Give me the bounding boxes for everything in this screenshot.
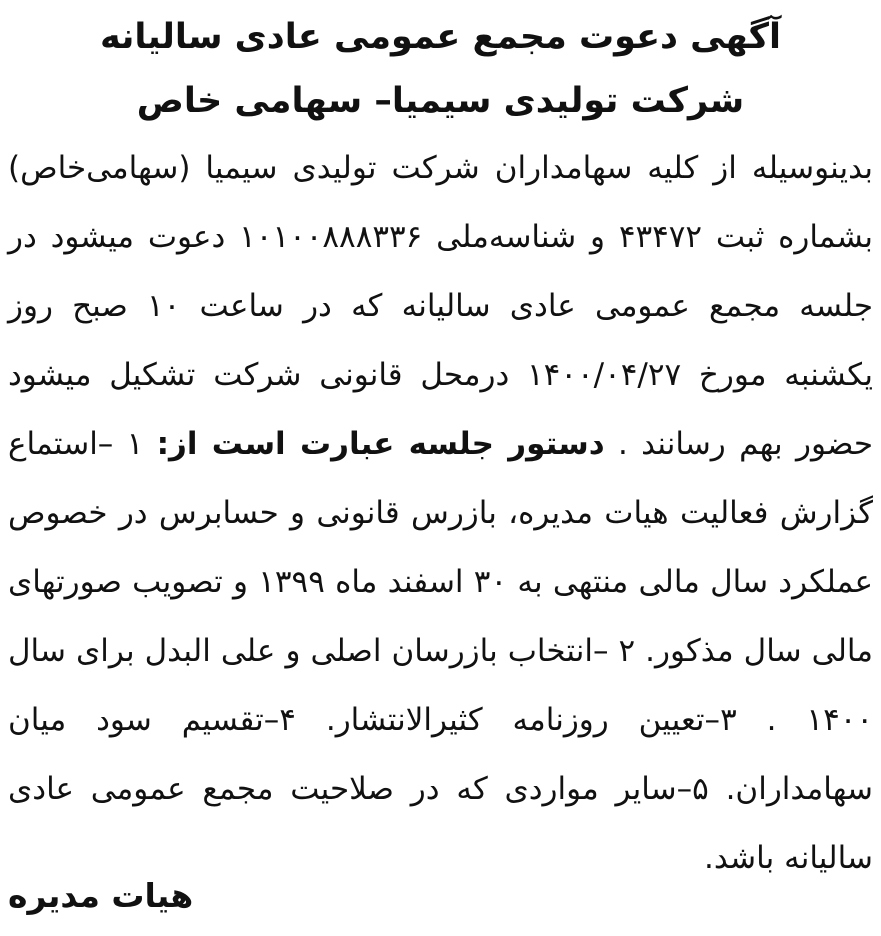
notice-body	[8, 134, 873, 893]
agenda-items-text: ۱ –استماع گزارش فعالیت هیات مدیره، بازرس قانونی و حسابرس در خصوص عملکرد سال مالی منتهی به ۳۰ اسفند ماه ۱۳۹۹ و تصویب صورتهای مالی سال مذکور. ۲ –انتخاب بازرسان اصلی و علی البدل برای سال ۱۴۰۰ . ۳–تعیین روزنامه کثیرالانتشار. ۴–تقسیم سود میان سهامداران. ۵–سایر مواردی که در صلاحیت مجمع عمومی عادی سالیانه باشد.	[8, 426, 874, 876]
notice-title: آگهی دعوت مجمع عمومی عادی سالیانه	[99, 17, 782, 57]
company-name-title: شرکت تولیدی سیمیا– سهامی خاص	[136, 81, 745, 121]
agenda-heading: دستور جلسه عبارت است از:	[156, 426, 605, 462]
board-signature: هیات مدیره	[8, 876, 194, 915]
invitation-text: بدینوسیله از کلیه سهامداران شرکت تولیدی سیمیا (سهامی‌خاص) بشماره ثبت ۴۳۴۷۲ و شناسه‌ملی ۱۰۱۰۰۸۸۸۳۳۶ دعوت میشود در جلسه مجمع عمومی عادی سالیانه که در ساعت ۱۰ صبح روز یکشنبه مورخ ۱۴۰۰/۰۴/۲۷ درمحل قانونی شرکت تشکیل میشود حضور بهم رسانند .	[8, 150, 873, 462]
